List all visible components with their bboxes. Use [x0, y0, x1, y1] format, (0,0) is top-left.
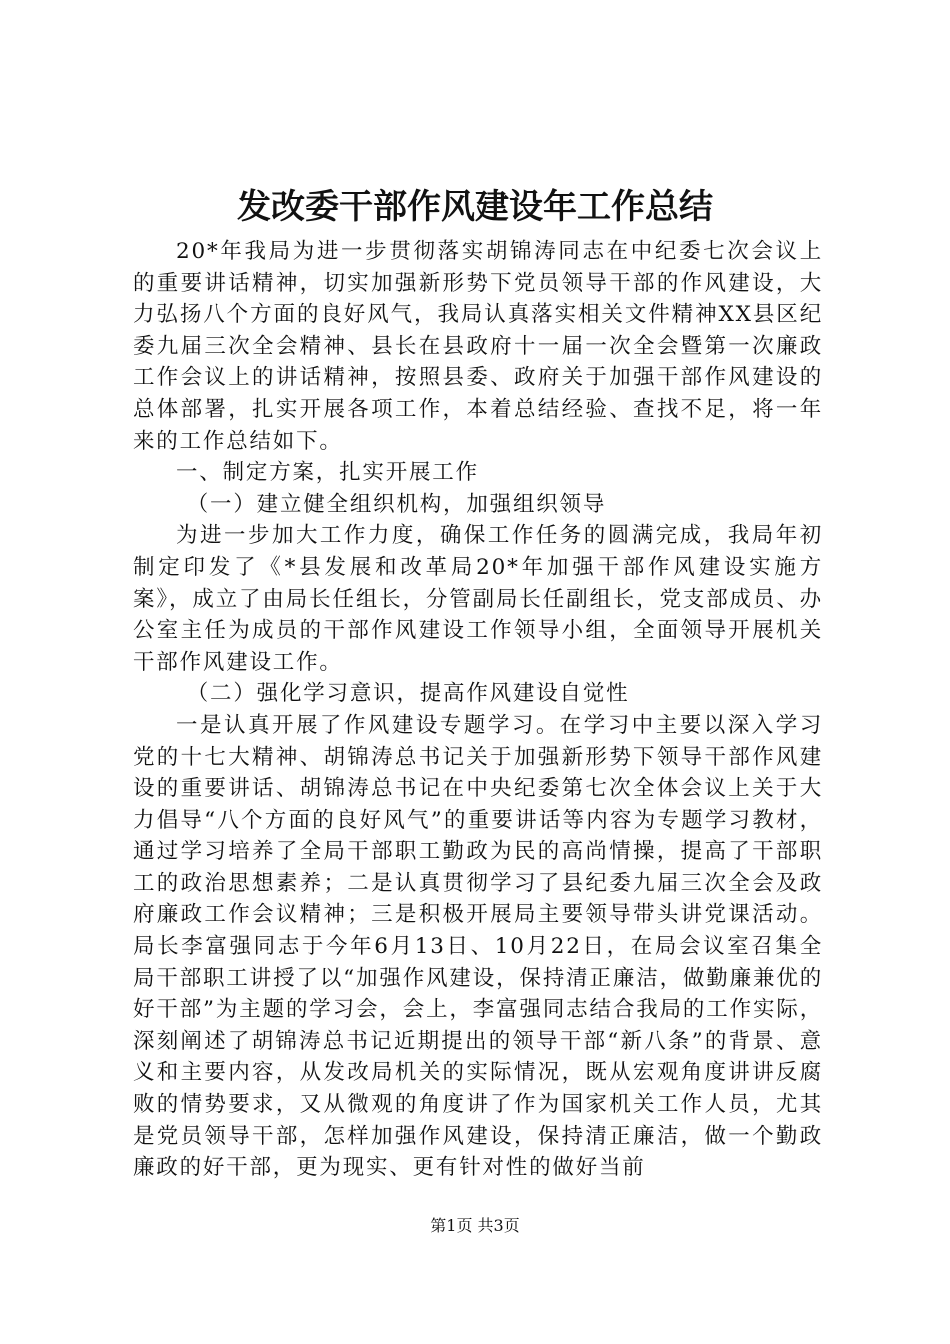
- section-heading-1: 一、制定方案，扎实开展工作: [176, 460, 479, 486]
- page-footer: 第1页 共3页: [430, 1216, 520, 1235]
- subsection-heading-2: （二）强化学习意识，提高作风建设自觉性: [186, 681, 630, 707]
- body-paragraph-2: 一是认真开展了作风建设专题学习。在学习中主要以深入学习党的十七大精神、胡锦涛总书记关于加强新形势下领导干部作风建设的重要讲话、胡锦涛总书记在中央纪委第七次全体会议上关于大力倡导“八个方面的良好风气”的重要讲话等内容为专题学习教材，通过学习培养了全局干部职工勤政为民的高尚情操，提高了干部职工的政治思想素养；二是认真贯彻学习了县纪委九届三次全会及政府廉政工作会议精神；三是积极开展局主要领导带头讲党课活动。局长李富强同志于今年6月13日、10月22日，在局会议室召集全局干部职工讲授了以“加强作风建设，保持清正廉洁，做勤廉兼优的好干部”为主题的学习会，会上，李富强同志结合我局的工作实际，深刻阐述了胡锦涛总书记近期提出的领导干部“新八条”的背景、意义和主要内容，从发改局机关的实际情况，既从宏观角度讲讲反腐败的情势要求，又从微观的角度讲了作为国家机关工作人员，尤其是党员领导干部，怎样加强作风建设，保持清正廉洁，做一个勤政廉政的好干部，更为现实、更有针对性的做好当前: [133, 712, 823, 1181]
- page-title: 发改委干部作风建设年工作总结: [237, 187, 713, 227]
- body-paragraph-1: 为进一步加大工作力度，确保工作任务的圆满完成，我局年初制定印发了《*县发展和改革局20*年加强干部作风建设实施方案》，成立了由局长任组长，分管副局长任副组长，党支部成员、办公室主任为成员的干部作风建设工作领导小组，全面领导开展机关干部作风建设工作。: [133, 523, 823, 675]
- document-body: [133, 236, 823, 1184]
- intro-paragraph: 20*年我局为进一步贯彻落实胡锦涛同志在中纪委七次会议上的重要讲话精神，切实加强新形势下党员领导干部的作风建设，大力弘扬八个方面的良好风气，我局认真落实相关文件精神XX县区纪委九届三次全会精神、县长在县政府十一届一次全会暨第一次廉政工作会议上的讲话精神，按照县委、政府关于加强干部作风建设的总体部署，扎实开展各项工作，本着总结经验、查找不足，将一年来的工作总结如下。: [133, 239, 823, 454]
- subsection-heading-1: （一）建立健全组织机构，加强组织领导: [186, 491, 607, 517]
